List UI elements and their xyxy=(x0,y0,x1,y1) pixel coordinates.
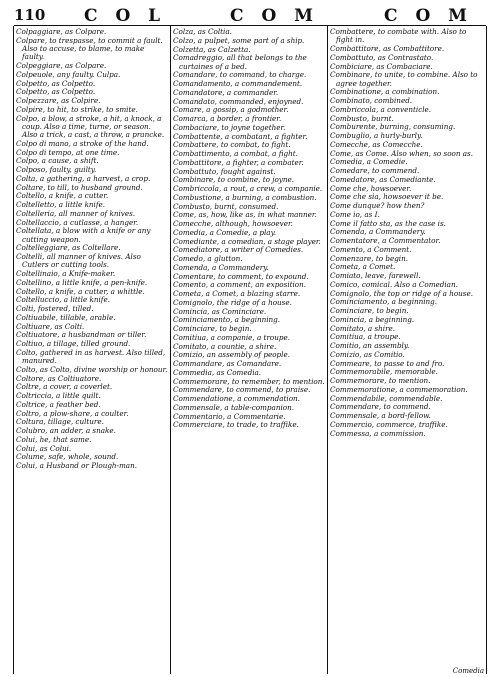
dictionary-entry: Cominciare, to begin. xyxy=(173,324,252,333)
center-head-word: C O M xyxy=(230,6,319,26)
dictionary-entry: Coltiuo, a tillage, tilled ground. xyxy=(16,339,131,348)
dictionary-entry: Comenda, a Commandery. xyxy=(330,227,426,237)
dictionary-entry: Combattere, to combat, to fight. xyxy=(173,140,291,150)
column-rule-right xyxy=(486,26,487,674)
dictionary-entry: Cometa, a Comet. xyxy=(330,262,396,272)
dictionary-entry: Combiciare, as Combaciare. xyxy=(330,61,433,71)
column-rule-2 xyxy=(327,26,328,674)
column-rule-left xyxy=(13,26,14,674)
dictionary-entry: Coltiuabile, tillable, arable. xyxy=(16,312,116,322)
page-number: 110 xyxy=(14,6,46,24)
column-2 xyxy=(173,28,325,672)
dictionary-entry: Coltro, a plow-share, a coulter. xyxy=(16,408,129,418)
dictionary-entry: Colpetto, as Colpetto. xyxy=(16,78,96,88)
dictionary-entry: Colpezzare, as Colpire. xyxy=(16,96,101,105)
dictionary-entry: Coltellata, a blow with a knife or any cutting weapon. xyxy=(16,226,151,244)
catchword: Comedia xyxy=(452,667,484,675)
dictionary-entry: Coltelletto, a little knife. xyxy=(16,200,106,209)
dictionary-entry: Coltrice, a feather bed. xyxy=(16,399,101,409)
dictionary-entry: Coltellaccio, a cutlasse, a hanger. xyxy=(16,217,139,227)
dictionary-entry: Comenda, a Commandery. xyxy=(173,262,269,272)
dictionary-entry: Comadreggio, all that belongs to the curtaines of a bed. xyxy=(173,53,307,71)
dictionary-entry: Comedo, a glutton. xyxy=(173,254,243,263)
header-rule xyxy=(14,25,486,26)
dictionary-entry: Comiato, leave, farewell. xyxy=(330,271,421,280)
dictionary-entry: Cominciare, to begin. xyxy=(330,306,409,315)
dictionary-entry: Come dunque? how then? xyxy=(330,201,425,210)
dictionary-entry: Coltore, as Coltiuatore. xyxy=(16,373,102,383)
dictionary-entry: Colposo, faulty, guilty. xyxy=(16,165,97,174)
dictionary-entry: Colto, as Colto, divine worship or honour. xyxy=(16,364,168,374)
dictionary-entry: Commerciare, to trade, to traffike. xyxy=(173,420,299,430)
dictionary-entry: Colume, safe, whole, sound. xyxy=(16,452,119,462)
dictionary-entry: Commercio, commerce, traffike. xyxy=(330,419,448,429)
dictionary-entry: Commemorare, to remember, to mention. xyxy=(173,376,325,386)
dictionary-entry: Colza, as Coltia. xyxy=(173,28,232,36)
dictionary-entry: Coltello, a knife, a cutter. xyxy=(16,191,109,201)
dictionary-entry: Comedia, a Comedie. xyxy=(330,157,408,167)
dictionary-entry: Comitio, an assembly. xyxy=(330,341,410,350)
left-head-word: C O L xyxy=(84,6,167,26)
dictionary-entry: Colpo di tempo, at one time. xyxy=(16,147,120,157)
dictionary-entry: Combinatione, a combination. xyxy=(330,87,440,97)
dictionary-entry: Comburente, burning, consuming. xyxy=(330,122,456,132)
dictionary-entry: Coltiuare, as Colti. xyxy=(16,321,85,331)
dictionary-entry: Commendare, to commend, to praise. xyxy=(173,385,311,395)
dictionary-entry: Coltre, a cover, a coverlet. xyxy=(16,382,113,392)
dictionary-entry: Colubro, an adder, a snake. xyxy=(16,426,116,435)
dictionary-entry: Comarca, a border, a frontier. xyxy=(173,114,282,123)
dictionary-entry: Commessa, a commission. xyxy=(330,428,426,438)
dictionary-entry: Combriccola, a rout, a crew, a companie. xyxy=(173,184,323,193)
right-head-word: C O M xyxy=(384,6,473,26)
dictionary-entry: Coltello, a knife, a cutter, a whittle. xyxy=(16,286,145,296)
dictionary-entry: Come io, as I. xyxy=(330,209,380,219)
dictionary-entry: Commensale, a bord-fellow. xyxy=(330,411,431,420)
dictionary-entry: Cominciamento, a beginning. xyxy=(330,297,438,307)
dictionary-entry: Commentario, a Commentarie. xyxy=(173,411,286,421)
dictionary-entry: Comediante, a comedian, a stage player. xyxy=(173,236,321,246)
dictionary-entry: Colui, a Husband or Plough-man. xyxy=(16,461,137,470)
dictionary-entry: Come che, howsoever. xyxy=(330,183,412,193)
dictionary-entry: Cometa, a Comet, a blazing starre. xyxy=(173,289,301,298)
dictionary-entry: Cominciamento, a beginning. xyxy=(173,315,281,325)
dictionary-entry: Coltelleggiare, as Coltellare. xyxy=(16,243,121,253)
dictionary-entry: Colpeuole, any faulty. Culpa. xyxy=(16,69,121,79)
dictionary-entry: Colpo, a blow, a stroke, a hit, a knock, a coup. Also a time, turne, or season. Also a trick, a cast, a throw, a prancke. xyxy=(16,113,165,139)
dictionary-entry: Colpeggiare, as Colpare. xyxy=(16,61,107,70)
dictionary-entry: Comediatore, a writer of Comedies. xyxy=(173,245,304,255)
dictionary-entry: Commensale, a table-companion. xyxy=(173,402,294,412)
dictionary-entry: Come, as Come. Also when, so soon as. xyxy=(330,148,474,158)
dictionary-entry: Colpaggiare, as Colpare. xyxy=(16,28,107,36)
dictionary-entry: Combustione, a burning, a combustion. xyxy=(173,192,317,202)
dictionary-entry: Commedia, as Comedia. xyxy=(173,367,262,377)
dictionary-entry: Combuglio, a hurly-burly. xyxy=(330,131,423,140)
dictionary-entry: Comecche, as Comecche. xyxy=(330,139,423,149)
dictionary-entry: Comedatore, as Comediante. xyxy=(330,174,436,184)
column-1 xyxy=(16,28,168,672)
dictionary-entry: Comare, a gossip, a godmother. xyxy=(173,105,289,115)
dictionary-entry: Commemorabile, memorable. xyxy=(330,367,438,377)
dictionary-entry: Comignolo, the top or ridge of a house. xyxy=(330,288,474,298)
dictionary-entry: Comandamento, a commandement. xyxy=(173,79,303,88)
dictionary-entry: Colzetta, as Calzetta. xyxy=(173,44,251,54)
dictionary-entry: Combattuto, fought against. xyxy=(173,166,276,176)
dictionary-entry: Combusto, burnt, consumed. xyxy=(173,201,279,211)
dictionary-entry: Combattimento, a combat, a fight. xyxy=(173,149,298,158)
dictionary-entry: Comitato, a shire. xyxy=(330,323,396,333)
dictionary-entry: Combusto, burnt. xyxy=(330,113,394,123)
dictionary-entry: Comentatore, a Commentator. xyxy=(330,236,441,245)
column-rule-1 xyxy=(170,26,171,674)
dictionary-entry: Comedare, to commend. xyxy=(330,166,420,175)
dictionary-entry: Colto, gathered in as harvest. Also tilled, manured. xyxy=(16,347,166,365)
dictionary-entry: Coltellinaio, a Knife-maker. xyxy=(16,269,116,278)
dictionary-entry: Commendabile, commendable. xyxy=(330,393,443,403)
dictionary-entry: Combinare, to combine, to joyne. xyxy=(173,175,295,185)
dictionary-entry: Combattitore, a fighter, a combater. xyxy=(173,157,304,167)
dictionary-entry: Coltare, to till, to husband ground. xyxy=(16,182,143,192)
dictionary-entry: Colpo di mano, a stroke of the hand. xyxy=(16,138,149,148)
dictionary-entry: Comitiua, a companie, a troupe. xyxy=(173,332,290,342)
dictionary-entry: Comento, a Comment. xyxy=(330,244,412,254)
column-3 xyxy=(330,28,482,672)
dictionary-entry: Coltura, tillage, culture. xyxy=(16,417,104,427)
dictionary-entry: Coltiuatore, a husbandman or tiller. xyxy=(16,330,147,340)
dictionary-entry: Coltellucciо, a little knife. xyxy=(16,295,111,305)
dictionary-entry: Comico, comical. Also a Comedian. xyxy=(330,279,458,289)
dictionary-entry: Comenzare, to begin. xyxy=(330,253,409,263)
dictionary-entry: Comandare, to command, to charge. xyxy=(173,70,307,80)
dictionary-entry: Combriccola, a conventicle. xyxy=(330,104,432,114)
dictionary-entry: Combinato, combined. xyxy=(330,96,413,105)
dictionary-entry: Come, as, how, like as, in what manner. xyxy=(173,210,317,220)
dictionary-entry: Comincia, a beginning. xyxy=(330,314,415,324)
dictionary-entry: Coltricciа, a little quilt. xyxy=(16,391,101,400)
dictionary-entry: Comizio, as Comitio. xyxy=(330,349,405,359)
dictionary-entry: Comento, a comment, an exposition. xyxy=(173,280,307,290)
dictionary-entry: Commemorare, to mention. xyxy=(330,376,431,385)
dictionary-entry: Combattere, to combate with. Also to fight in. xyxy=(330,28,467,45)
dictionary-entry: Colui, he, that same. xyxy=(16,434,92,444)
dictionary-entry: Colpo, a cause, a shift. xyxy=(16,156,99,166)
dictionary-entry: Coltellino, a little knife, a pen-knife. xyxy=(16,277,148,287)
dictionary-entry: Comitato, a countie, a shire. xyxy=(173,341,277,351)
dictionary-entry: Colta, a gathering, a harvest, a crop. xyxy=(16,173,151,183)
dictionary-entry: Combattuto, as Contrastato. xyxy=(330,52,434,62)
dictionary-entry: Comecche, although, howsoever. xyxy=(173,219,293,228)
dictionary-entry: Colpare, to trespasse, to commit a fault. Also to accuse, to blame, to make faulty. xyxy=(16,35,163,62)
dictionary-entry: Combinare, to unite, to combine. Also to agree together. xyxy=(330,70,478,88)
running-head xyxy=(14,4,486,26)
dictionary-entry: Coltelli, all manner of knives. Also Cutlers or cutting tools. xyxy=(16,252,141,270)
dictionary-entry: Commemoratione, a commemoration. xyxy=(330,384,468,394)
dictionary-entry: Comandatore, a commander. xyxy=(173,87,279,97)
dictionary-entry: Commendatione, a commendation. xyxy=(173,394,300,403)
dictionary-entry: Commandare, as Comandare. xyxy=(173,359,282,368)
dictionary-entry: Colti, fostered, tilled. xyxy=(16,304,94,313)
dictionary-entry: Colzo, a pulpet, some part of a ship. xyxy=(173,35,305,45)
dictionary-entry: Combattitore, as Combattitore. xyxy=(330,44,445,53)
dictionary-entry: Colpetto, as Colpetto. xyxy=(16,87,96,97)
dictionary-entry: Comandato, commanded, enjoyned. xyxy=(173,96,304,106)
dictionary-entry: Comizio, an assembly of people. xyxy=(173,350,290,360)
dictionary-entry: Colpire, to hit, to strike, to smite. xyxy=(16,104,138,114)
dictionary-entry: Comedia, a Comedie, a play. xyxy=(173,227,276,237)
dictionary-entry: Comignolo, the ridge of a house. xyxy=(173,297,292,307)
dictionary-entry: Combaciare, to joyne together. xyxy=(173,122,286,132)
dictionary-entry: Comincia, as Cominciare. xyxy=(173,306,267,316)
dictionary-entry: Come che sia, howsoever it be. xyxy=(330,192,444,202)
dictionary-entry: Coltelleria, all manner of knives. xyxy=(16,208,136,218)
dictionary-entry: Comitiua, a troupe. xyxy=(330,332,401,342)
dictionary-entry: Come il fatto sta, as the case is. xyxy=(330,218,446,228)
dictionary-entry: Comentare, to comment, to expound. xyxy=(173,271,309,281)
dictionary-entry: Commendare, to commend. xyxy=(330,402,431,412)
dictionary-entry: Commeare, to passe to and fro. xyxy=(330,358,445,368)
dictionary-entry: Colui, as Colui. xyxy=(16,443,72,453)
dictionary-entry: Combattente, a combatant, a fighter. xyxy=(173,131,308,141)
